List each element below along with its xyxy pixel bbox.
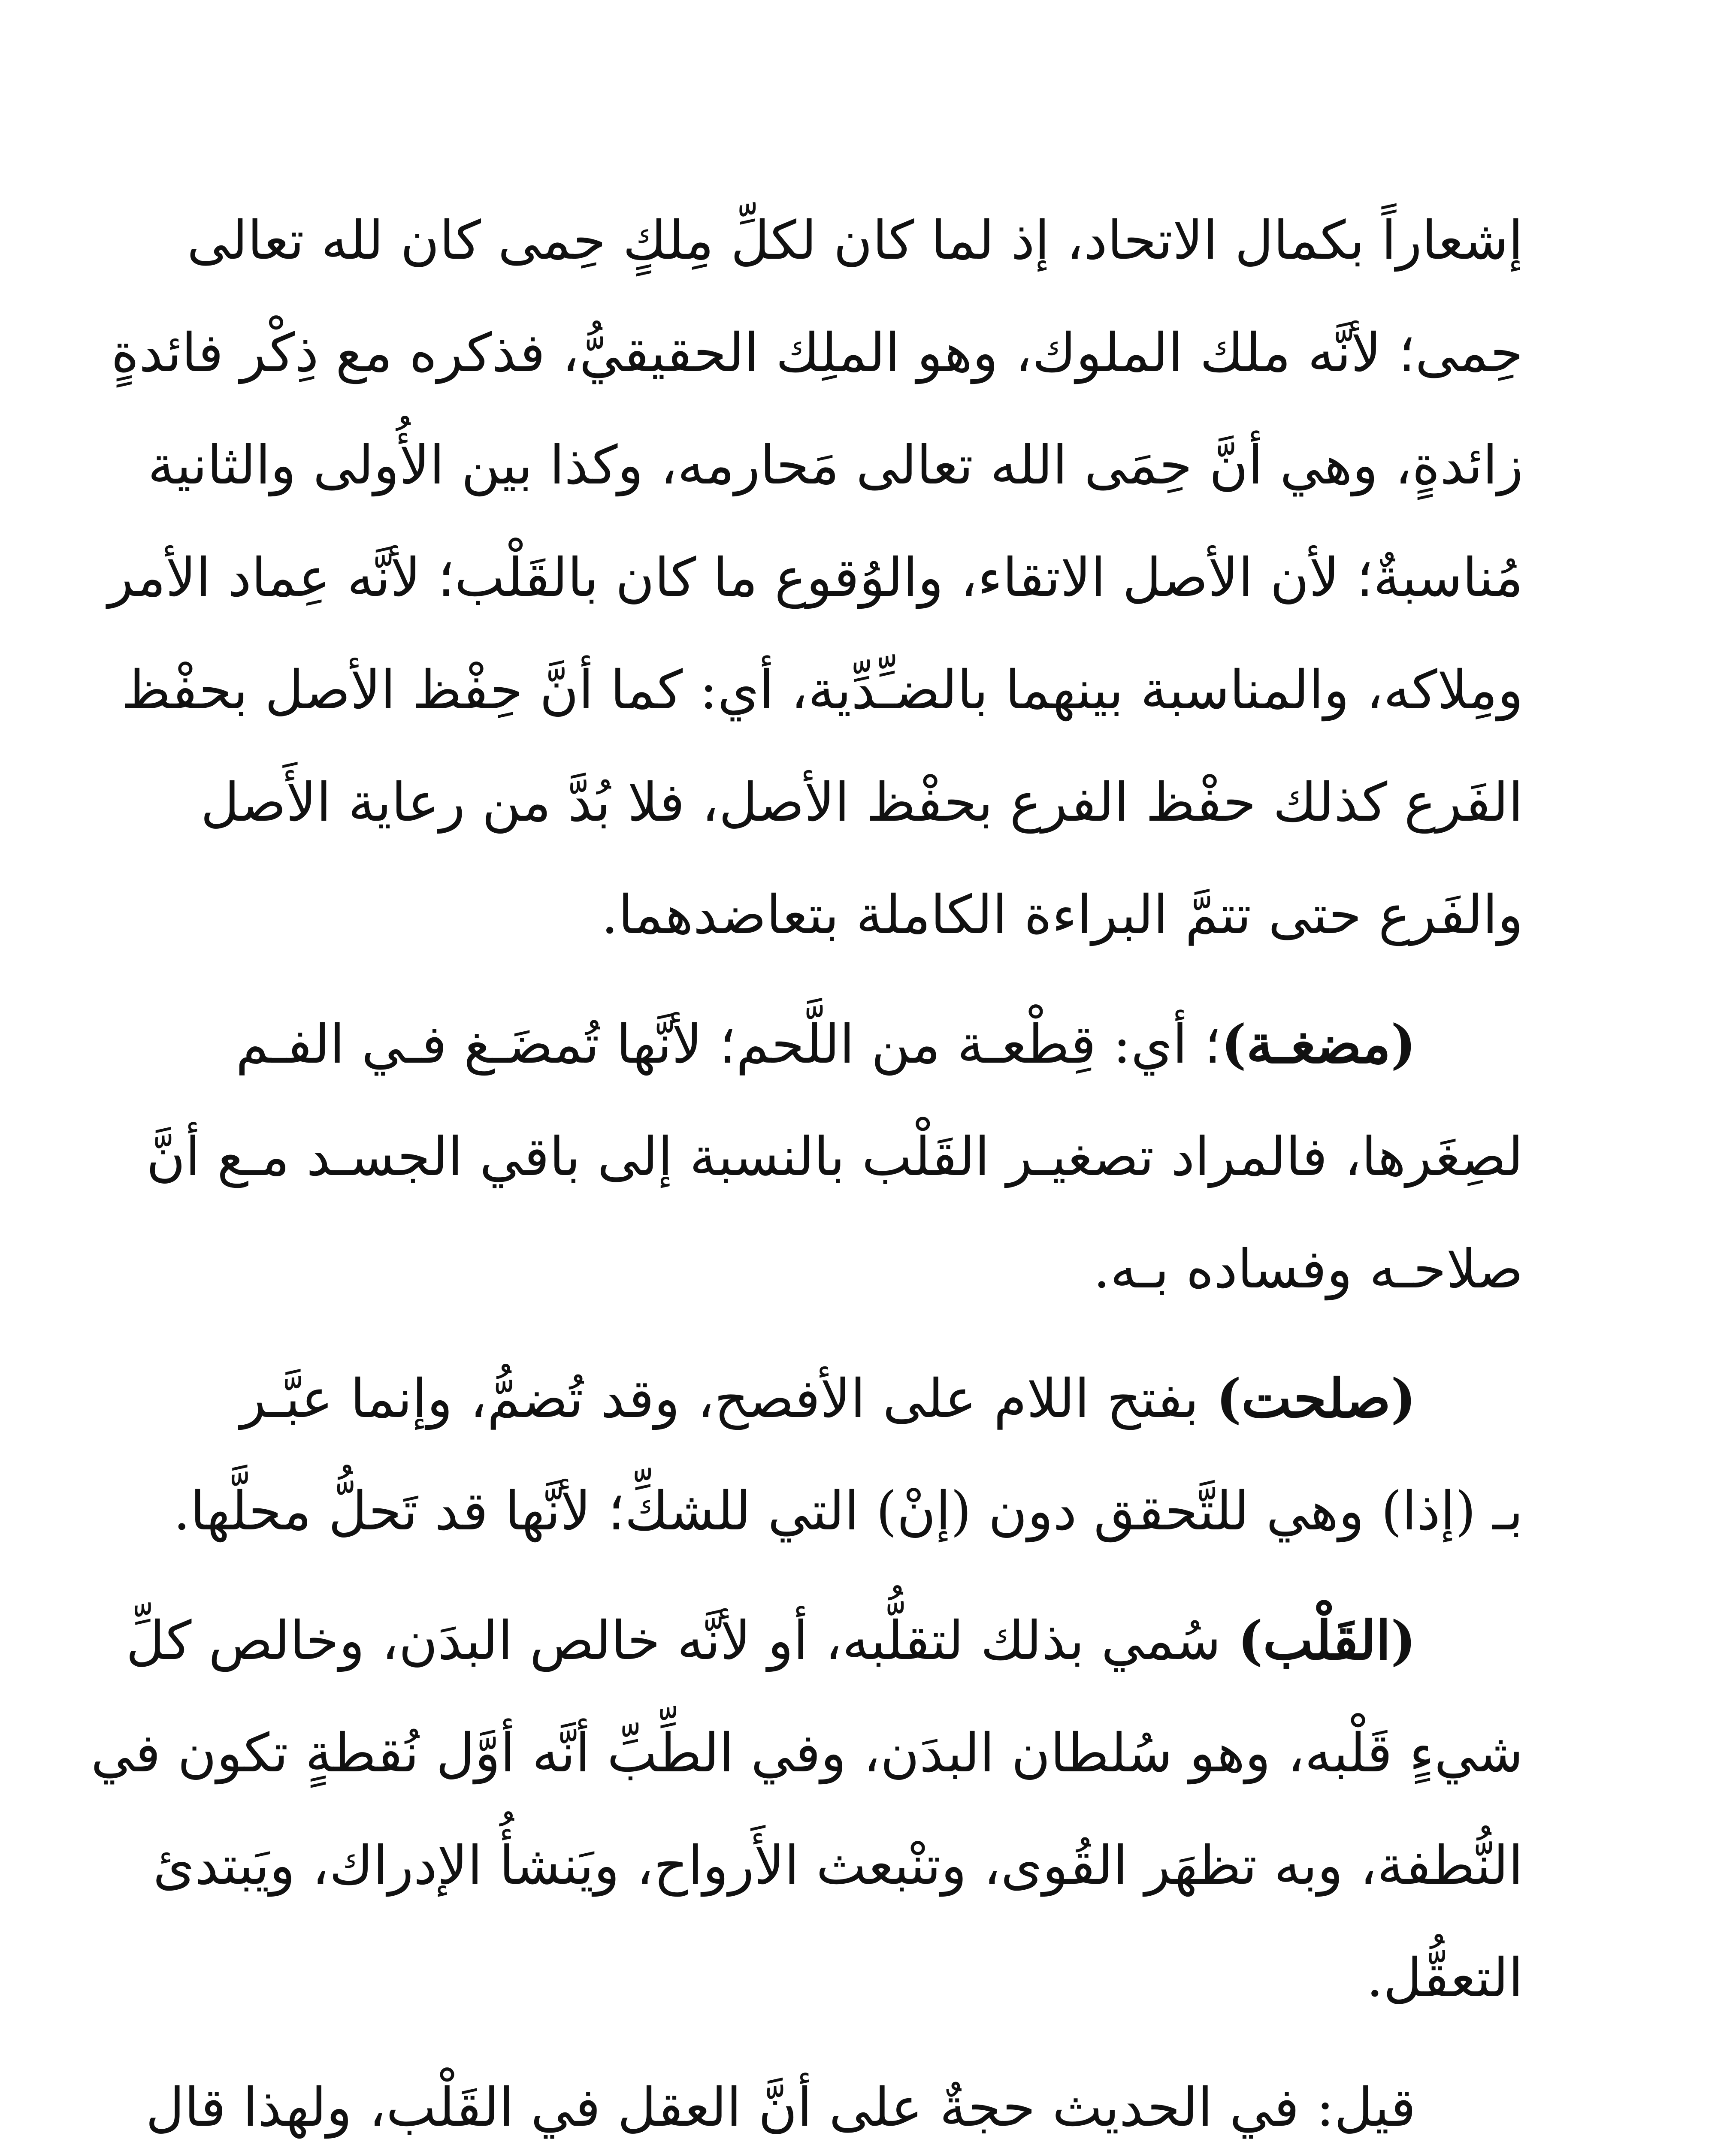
text-line: مُناسبةٌ؛ لأن الأصل الاتقاء، والوُقوع ما كان بالقَلْب؛ لأنَّه عِماد الأمر (108, 547, 1523, 609)
text-line (236, 988, 1523, 1101)
text-fragment: بفتح اللام على الأفصح، وقد تُضمُّ، وإنما عبَّـر (240, 1368, 1216, 1430)
text-line: حِمى؛ لأنَّه ملك الملوك، وهو الملِك الحقيقيُّ، فذكره مع ذِكْر فائدةٍ (111, 322, 1523, 384)
text-line: والفَرع حتى تتمَّ البراءة الكاملة بتعاضدهما. (601, 884, 1523, 946)
text-line: قيل: في الحديث حجةٌ على أنَّ العقل في القَلْب، ولهذا قال (145, 2077, 1416, 2139)
text-line: ومِلاكه، والمناسبة بينهما بالضـِّدِّية، أي: كما أنَّ حِفْظ الأصل بحفْظ (121, 659, 1523, 721)
text-line: لصِغَرها، فالمراد تصغيـر القَلْب بالنسبة إلى باقي الجسـد مـع أنَّ (146, 1126, 1523, 1188)
text-line: الفَرع كذلك حفْظ الفرع بحفْظ الأصل، فلا بُدَّ من رعاية الأَصل (200, 772, 1523, 834)
lemma-heading: (القَلْب) (1237, 1610, 1416, 1672)
paragraph-2 (146, 988, 1523, 1326)
text-line: زائدةٍ، وهي أنَّ حِمَى الله تعالى مَحارمه، وكذا بين الأُولى والثانية (148, 435, 1523, 496)
paragraph-4 (91, 1585, 1523, 2034)
lemma-heading: (مضغـة) (1221, 1013, 1416, 1076)
text-line: إشعاراً بكمال الاتحاد، إذ لما كان لكلِّ مِلكٍ حِمى كان لله تعالى (187, 210, 1523, 272)
text-fragment: ؛ أي: قِطْعـة من اللَّحم؛ لأنَّها تُمضَـغ فـي الفـم (236, 1014, 1222, 1076)
text-fragment: سُمي بذلك لتقلُّبه، أو لأنَّه خالص البدَن، وخالص كلِّ (126, 1610, 1238, 1672)
text-line: التعقُّل. (1366, 1947, 1523, 2009)
paragraph-1 (108, 184, 1523, 971)
text-line: النُّطفة، وبه تظهَر القُوى، وتنْبعث الأَرواح، ويَنشأُ الإدراك، ويَبتدئ (153, 1835, 1523, 1897)
text-line: شيءٍ قَلْبه، وهو سُلطان البدَن، وفي الطِّبِّ أنَّه أوَّل نُقطةٍ تكون في (91, 1722, 1523, 1784)
paragraph-5 (145, 2051, 1523, 2145)
text-line (126, 1585, 1523, 1697)
paragraph-3 (173, 1343, 1523, 1568)
text-line: صلاحـه وفساده بـه. (1093, 1239, 1523, 1300)
text-line: بـ (إذا) وهي للتَّحقق دون (إنْ) التي للشكِّ؛ لأنَّها قد تَحلُّ محلَّها. (173, 1480, 1523, 1542)
text-line (240, 1343, 1523, 1455)
lemma-heading: (صلحت) (1216, 1368, 1416, 1430)
page-body (91, 184, 1523, 2145)
